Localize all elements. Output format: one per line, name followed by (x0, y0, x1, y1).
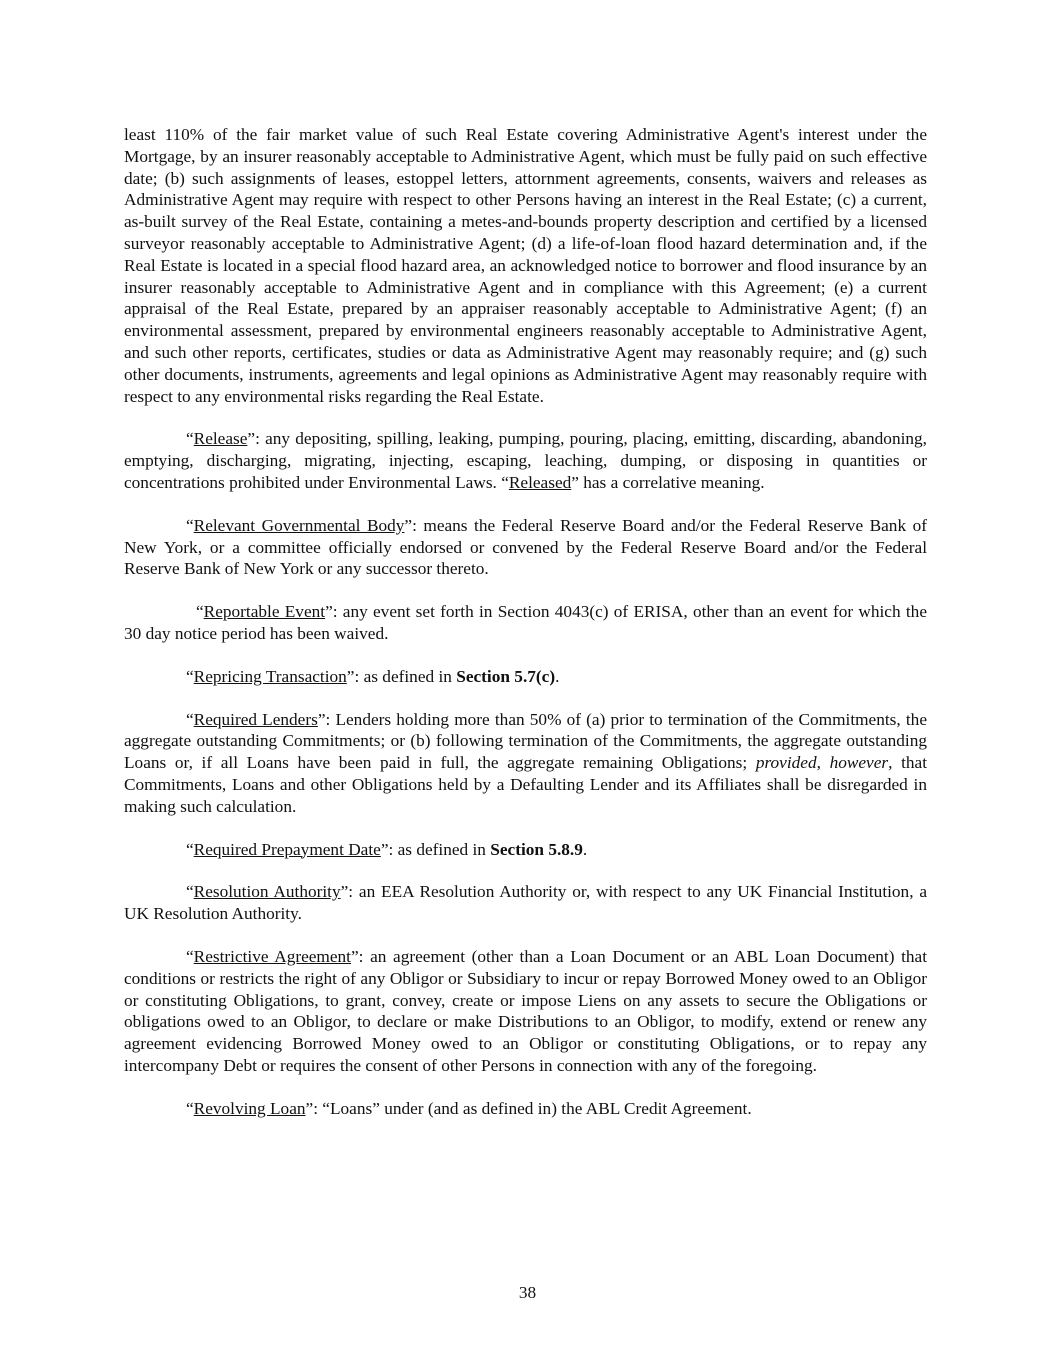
defined-term: Release (193, 429, 248, 449)
definition-resolution-authority: “Resolution Authority”: an EEA Resolution Authority or, with respect to any UK Financial Institution, a UK Resolution Authority. (124, 882, 927, 924)
defined-term: Required Lenders (193, 709, 318, 729)
section-reference: Section 5.8.9 (490, 839, 583, 859)
defined-term: Required Prepayment Date (193, 839, 381, 859)
definition-required-lenders: “Required Lenders”: Lenders holding more than 50% of (a) prior to termination of the Commitments, the aggregate outstanding Commitments; or (b) following termination of the Commitments, the aggregate outstanding Loans or, if all Loans have been paid in full, the aggregate remaining Obligations; provided, however, that Commitments, Loans and other Obligations held by a Defaulting Lender and its Affiliates shall be disregarded in making such calculation. (124, 709, 927, 816)
document-page (124, 124, 927, 1140)
defined-term: Revolving Loan (193, 1098, 306, 1118)
defined-term: Resolution Authority (193, 882, 341, 902)
defined-term: Reportable Event (203, 602, 326, 622)
definition-revolving-loan: “Revolving Loan”: “Loans” under (and as defined in) the ABL Credit Agreement. (186, 1098, 752, 1118)
page-number: 38 (518, 1283, 537, 1302)
defined-term: Released (508, 472, 572, 492)
definition-release: “Release”: any depositing, spilling, leaking, pumping, pouring, placing, emitting, discarding, abandoning, emptying, discharging, migrating, injecting, escaping, leaching, dumping, or disposing in quantities or concentrations prohibited under Environmental Laws. “Released” has a correlative meaning. (124, 429, 927, 492)
definition-restrictive-agreement: “Restrictive Agreement”: an agreement (other than a Loan Document or an ABL Loan Document) that conditions or restricts the right of any Obligor or Subsidiary to incur or repay Borrowed Money owed to an Obligor or constituting Obligations, to grant, convey, create or impose Liens on any assets to secure the Obligations or obligations owed to an Obligor, to declare or make Distributions to an Obligor, to modify, extend or renew any agreement evidencing Borrowed Money owed to an Obligor or constituting Obligations, or to repay any intercompany Debt or requires the consent of other Persons in connection with any of the foregoing. (124, 946, 928, 1075)
section-reference: Section 5.7(c) (456, 666, 556, 686)
definition-relevant-governmental-body: “Relevant Governmental Body”: means the Federal Reserve Board and/or the Federal Reserve Bank of New York, or a committee officially endorsed or convened by the Federal Reserve Board and/or the Federal Reserve Bank of New York or any successor thereto. (124, 515, 927, 579)
definition-repricing-transaction: “Repricing Transaction”: as defined in Section 5.7(c). (186, 666, 560, 686)
defined-term: Repricing Transaction (193, 666, 347, 686)
defined-term: Restrictive Agreement (193, 946, 351, 966)
definition-reportable-event: “Reportable Event”: any event set forth in Section 4043(c) of ERISA, other than an event for which the 30 day notice period has been waived. (124, 602, 927, 643)
paragraph-continuation: least 110% of the fair market value of such Real Estate covering Administrative Agent's interest under the Mortgage, by an insurer reasonably acceptable to Administrative Agent, which must be fully paid on such effective date; (b) such assignments of leases, estoppel letters, attornment agreements, consents, waivers and releases as Administrative Agent may require with respect to other Persons having an interest in the Real Estate; (c) a current, as-built survey of the Real Estate, containing a metes-and-bounds property description and certified by a licensed surveyor reasonably acceptable to Administrative Agent; (d) a life-of-loan flood hazard determination and, if the Real Estate is located in a special flood hazard area, an acknowledged notice to borrower and flood insurance by an insurer reasonably acceptable to Administrative Agent and in compliance with this Agreement; (e) a current appraisal of the Real Estate, prepared by an appraiser reasonably acceptable to Administrative Agent; (f) an environmental assessment, prepared by environmental engineers reasonably acceptable to Administrative Agent, and such other reports, certificates, studies or data as Administrative Agent may reasonably require; and (g) such other documents, instruments, agreements and legal opinions as Administrative Agent may reasonably require with respect to any environmental risks regarding the Real Estate. (124, 125, 927, 406)
defined-term: Relevant Governmental Body (193, 515, 405, 535)
definition-required-prepayment-date: “Required Prepayment Date”: as defined in Section 5.8.9. (186, 839, 588, 859)
